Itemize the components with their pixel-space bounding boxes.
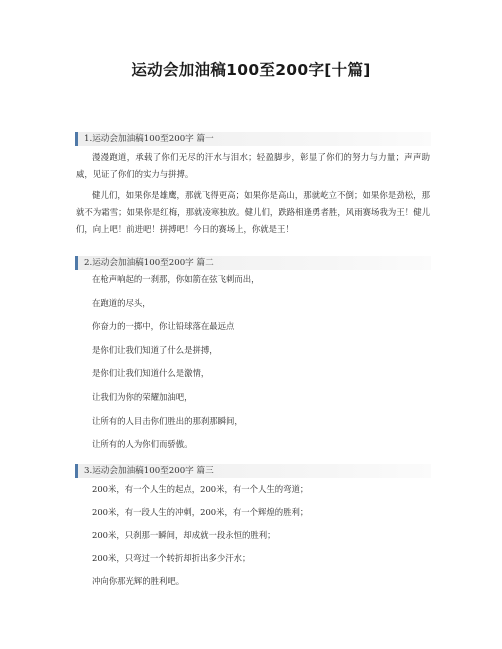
section-1-paragraph-2: 健儿们，如果你是雄鹰，那就飞得更高；如果你是高山，那就屹立不倒；如果你是劲松，那就不为霜雪；如果你是红梅，那就凌寒独放。健儿们，跌路相逢勇者胜，风雨赛场我为王！健儿们，向上吧！前进吧！拼搏吧！今日的赛场上，你就是王！ xyxy=(76,190,430,234)
document-title: 运动会加油稿100至200字[十篇] xyxy=(131,61,371,79)
section-2-line: 是你们让我们知道了什么是拼搏， xyxy=(92,345,218,355)
section-3-line: 200米，有一段人生的冲刺，200米，有一个辉煌的胜利； xyxy=(92,507,309,517)
section-heading-1: 1.运动会加油稿100至200字 篇一 xyxy=(75,132,431,146)
section-1-paragraph-1: 漫漫跑道，承载了你们无尽的汗水与泪水；轻盈脚步，彰显了你们的努力与力量；声声助威，见证了你们的实力与拼搏。 xyxy=(76,152,430,179)
section-3-line: 冲向你那光辉的胜利吧。 xyxy=(92,576,185,586)
section-heading-2: 2.运动会加油稿100至200字 篇二 xyxy=(75,256,431,270)
section-3-line: 200米，有一个人生的起点，200米，有一个人生的弯道； xyxy=(92,484,309,494)
section-3-line: 200米，只刹那一瞬间，却成就一段永恒的胜利； xyxy=(92,530,276,540)
section-2-line: 在枪声响起的一刹那，你如箭在弦飞刺而出， xyxy=(92,274,260,284)
section-2-line: 你奋力的一掷中，你让铅球落在最远点 xyxy=(92,321,235,331)
section-2-line: 让我们为你的荣耀加油吧， xyxy=(92,392,193,402)
section-2-line: 让所有的人目击你们胜出的那刹那瞬间， xyxy=(92,416,243,426)
section-2-line: 是你们让我们知道什么是激情， xyxy=(92,368,210,378)
section-3-line: 200米，只弯过一个转折却折出多少汗水； xyxy=(92,553,251,563)
section-2-line: 在跑道的尽头， xyxy=(92,298,151,308)
section-heading-3: 3.运动会加油稿100至200字 篇三 xyxy=(75,464,431,478)
section-2-line: 让所有的人为你们而骄傲。 xyxy=(92,439,193,449)
